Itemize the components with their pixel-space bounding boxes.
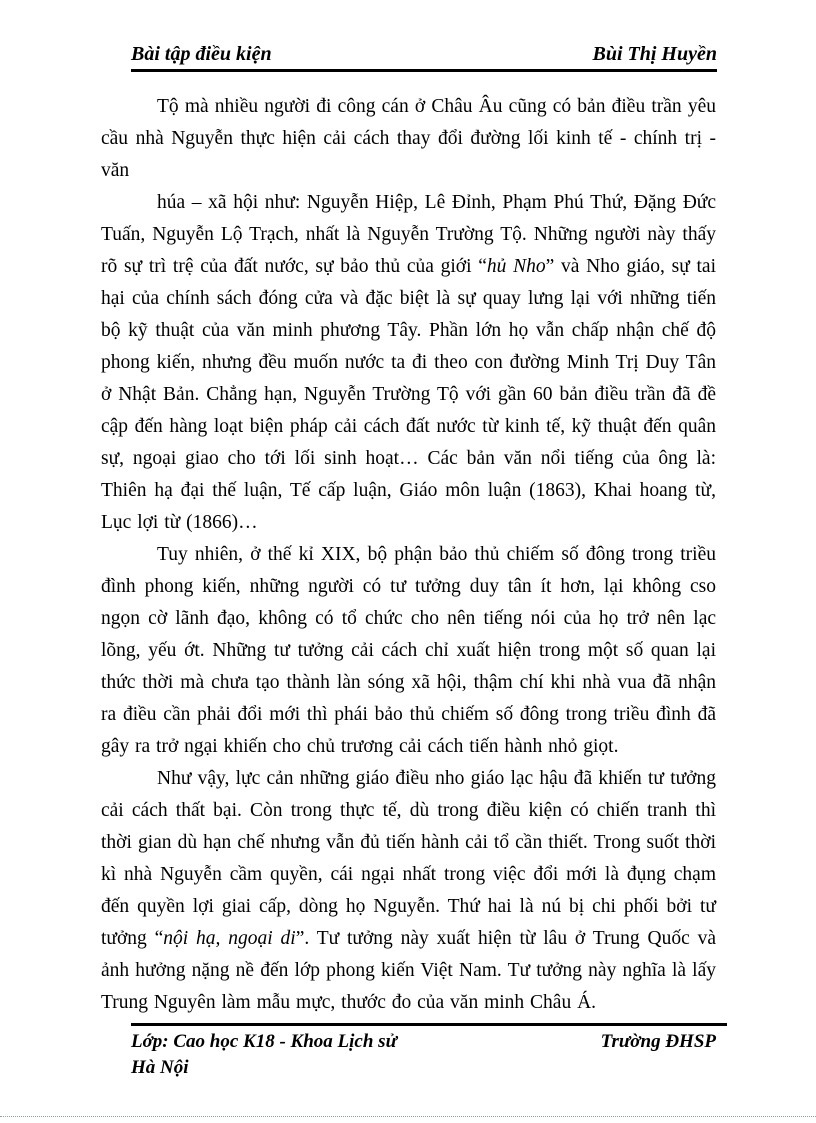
paragraph-2 [101,187,716,539]
paragraph-3-text: Tuy nhiên, ở thế kỉ XIX, bộ phận bảo thủ chiếm số đông trong triều đình phong kiến, những người có tư tưởng duy tân ít hơn, lại không cso ngọn cờ lãnh đạo, không có tổ chức cho nên tiếng nói của họ trở nên lạc lõng, yếu ớt. Những tư tưởng cải cách chỉ xuất hiện trong một số quan lại thức thời mà chưa tạo thành làn sóng xã hội, thậm chí khi nhà vua đã nhận ra điều cần phải đổi mới thì phái bảo thủ chiếm số đông trong triều đình đã gây ra trở ngại khiến cho chủ trương cải cách tiến hành nhỏ giọt. [101,544,716,757]
footer-class-info: Lớp: Cao học K18 - Khoa Lịch sử [131,1031,397,1052]
header-author-name: Bùi Thị Huyền [592,43,717,65]
header-course-title: Bài tập điều kiện [131,43,272,65]
paragraph-2-text-cont: ” và Nho giáo, sự tai hại của chính sách đóng cửa và đặc biệt là sự quay lưng lại với những tiến bộ kỹ thuật của văn minh phương Tây. Phần lớn họ vẫn chấp nhận chế độ phong kiến, nhưng đều muốn nước ta đi theo con đường Minh Trị Duy Tân ở Nhật Bản. Chẳng hạn, Nguyễn Trường Tộ với gần 60 bản điều trần đã đề cập đến hàng loạt biện pháp cải cách đất nước từ kinh tế, kỹ thuật đến quân sự, ngoại giao cho tới lối sinh hoạt… Các bản văn nổi tiếng của ông là: Thiên hạ đại thế luận, Tế cấp luận, Giáo môn luận (1863), Khai hoang từ, Lục lợi từ (1866)… [101,256,716,533]
paragraph-1 [101,91,716,187]
footer-school-name: Trường ĐHSP [600,1031,716,1052]
footer-separator-line [131,1023,727,1026]
paragraph-4-italic-quote: nội hạ, ngoại di [163,928,296,949]
paragraph-1-text: Tộ mà nhiều người đi công cán ở Châu Âu cũng có bản điều trần yêu cầu nhà Nguyễn thực hiện cải cách thay đổi đường lối kinh tế - chính trị - văn [101,96,716,181]
footer-city: Hà Nội [131,1057,189,1078]
paragraph-3 [101,539,716,763]
paragraph-4-text: Như vậy, lực cản những giáo điều nho giáo lạc hậu đã khiến tư tưởng cải cách thất bại. Còn trong thực tế, dù trong điều kiện có chiến tranh thì thời gian dù hạn chế nhưng vẫn đủ tiến hành cải tổ cần thiết. Trong suốt thời kì nhà Nguyễn cầm quyền, cái ngại nhất trong việc đổi mới là đụng chạm đến quyền lợi giai cấp, dòng họ Nguyễn. Thứ hai là nú bị chi phối bởi tư tưởng “ [101,768,716,949]
paragraph-4 [101,763,716,1019]
footer-line-1 [131,1029,716,1055]
page-boundary-dotted-line [0,1116,816,1117]
document-body [101,91,716,1019]
paragraph-4-text-cont: ”. Tư tưởng này xuất hiện từ lâu ở Trung Quốc và ảnh hưởng nặng nề đến lớp phong kiến Việt Nam. Tư tưởng này nghĩa là lấy Trung Nguyên làm mẫu mực, thước đo của văn minh Châu Á. [101,928,716,1013]
paragraph-2-italic-quote: hủ Nho [486,256,546,277]
page-footer [131,1029,716,1081]
paragraph-2-text: húa – xã hội như: Nguyễn Hiệp, Lê Đỉnh, Phạm Phú Thứ, Đặng Đức Tuấn, Nguyễn Lộ Trạch, nhất là Nguyễn Trường Tộ. Những người này thấy rõ sự trì trệ của đất nước, sự bảo thủ của giới “ [101,192,716,277]
page-header [131,42,717,72]
